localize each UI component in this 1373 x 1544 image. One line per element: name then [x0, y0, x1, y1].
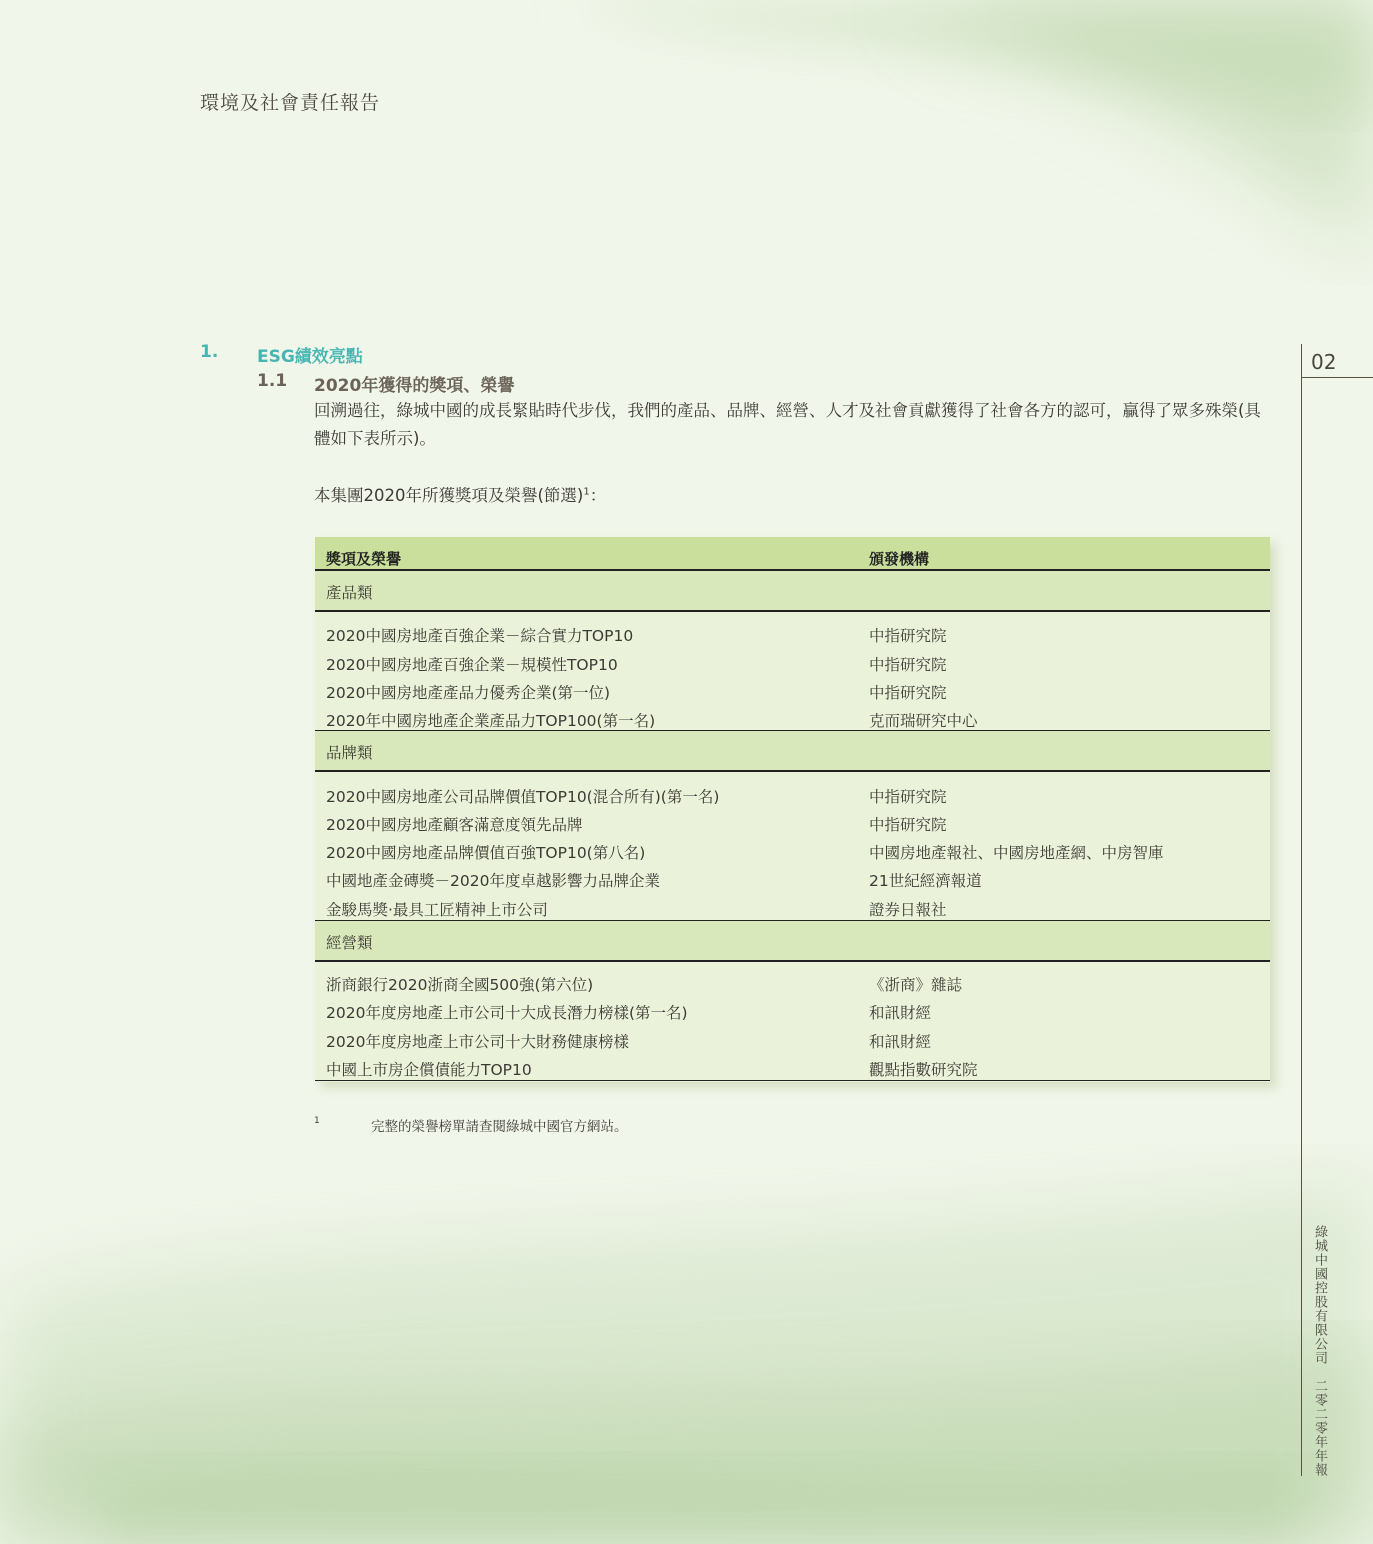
award-name: 2020中國房地產百強企業－綜合實力TOP10 — [326, 627, 634, 645]
award-name: 中國上市房企償債能力TOP10 — [326, 1061, 532, 1079]
award-name: 中國地產金磚獎－2020年度卓越影響力品牌企業 — [326, 872, 660, 890]
award-name: 2020中國房地產顧客滿意度領先品牌 — [326, 816, 583, 834]
award-issuer: 中指研究院 — [869, 656, 947, 674]
footnote-text: 完整的榮譽榜單請查閱綠城中國官方網站。 — [371, 1119, 628, 1135]
table-caption-suffix: ： — [589, 486, 607, 505]
page-number-rule — [1301, 377, 1373, 378]
award-issuer: 21世紀經濟報道 — [869, 872, 982, 890]
category-row-brand — [315, 731, 1270, 772]
award-name: 2020年度房地產上市公司十大成長潛力榜樣(第一名) — [326, 1004, 688, 1022]
award-issuer: 中指研究院 — [869, 627, 947, 645]
award-issuer: 和訊財經 — [869, 1033, 932, 1051]
award-name: 金駿馬獎·最具工匠精神上市公司 — [326, 901, 548, 919]
award-name: 2020年中國房地產企業產品力TOP100(第一名) — [326, 712, 656, 730]
margin-rule — [1301, 344, 1302, 1476]
award-issuer: 克而瑞研究中心 — [869, 712, 978, 730]
intro-paragraph: 回溯過往，綠城中國的成長緊貼時代步伐，我們的產品、品牌、經營、人才及社會貢獻獲得了社會各方的認可，贏得了眾多殊榮(具體如下表所示)。 — [314, 401, 1261, 448]
award-issuer: 和訊財經 — [869, 1004, 932, 1022]
table-header — [315, 537, 1270, 571]
award-issuer: 中指研究院 — [869, 788, 947, 806]
award-name: 2020中國房地產公司品牌價值TOP10(混合所有)(第一名) — [326, 788, 720, 806]
award-issuer: 《浙商》雜誌 — [869, 976, 963, 994]
award-issuer: 觀點指數研究院 — [869, 1061, 978, 1079]
subsection-title: 2020年獲得的獎項、榮譽 — [314, 376, 515, 396]
footnote-mark: 1 — [314, 1116, 320, 1126]
award-issuer: 中國房地產報社、中國房地產網、中房智庫 — [869, 844, 1164, 862]
category-label: 經營類 — [326, 934, 373, 952]
header-issuer: 頒發機構 — [869, 550, 930, 568]
report-title: 環境及社會責任報告 — [200, 92, 381, 114]
table-bottom-rule — [315, 1080, 1270, 1081]
award-name: 2020中國房地產百強企業－規模性TOP10 — [326, 656, 618, 674]
header-award: 獎項及榮譽 — [326, 550, 402, 568]
category-row-operation — [315, 921, 1270, 962]
award-issuer: 中指研究院 — [869, 816, 947, 834]
footnote-reference: 1 — [583, 486, 590, 498]
award-name: 浙商銀行2020浙商全國500強(第六位) — [326, 976, 594, 994]
category-row-product — [315, 571, 1270, 612]
category-label: 產品類 — [326, 584, 373, 602]
page-number: 02 — [1311, 350, 1337, 374]
side-running-title: 綠城中國控股有限公司 二零二零年年報 — [1312, 1225, 1327, 1477]
table-caption-text: 本集團2020年所獲獎項及榮譽(節選) — [314, 486, 584, 505]
award-name: 2020中國房地產產品力優秀企業(第一位) — [326, 684, 611, 702]
award-issuer: 中指研究院 — [869, 684, 947, 702]
section-number: 1. — [200, 342, 219, 362]
category-label: 品牌類 — [326, 744, 373, 762]
award-name: 2020中國房地產品牌價值百強TOP10(第八名) — [326, 844, 646, 862]
section-title: ESG績效亮點 — [257, 347, 363, 367]
award-name: 2020年度房地產上市公司十大財務健康榜樣 — [326, 1033, 629, 1051]
subsection-number: 1.1 — [257, 371, 288, 391]
awards-table — [315, 537, 1270, 1082]
award-issuer: 證券日報社 — [869, 901, 947, 919]
table-caption — [314, 482, 606, 506]
